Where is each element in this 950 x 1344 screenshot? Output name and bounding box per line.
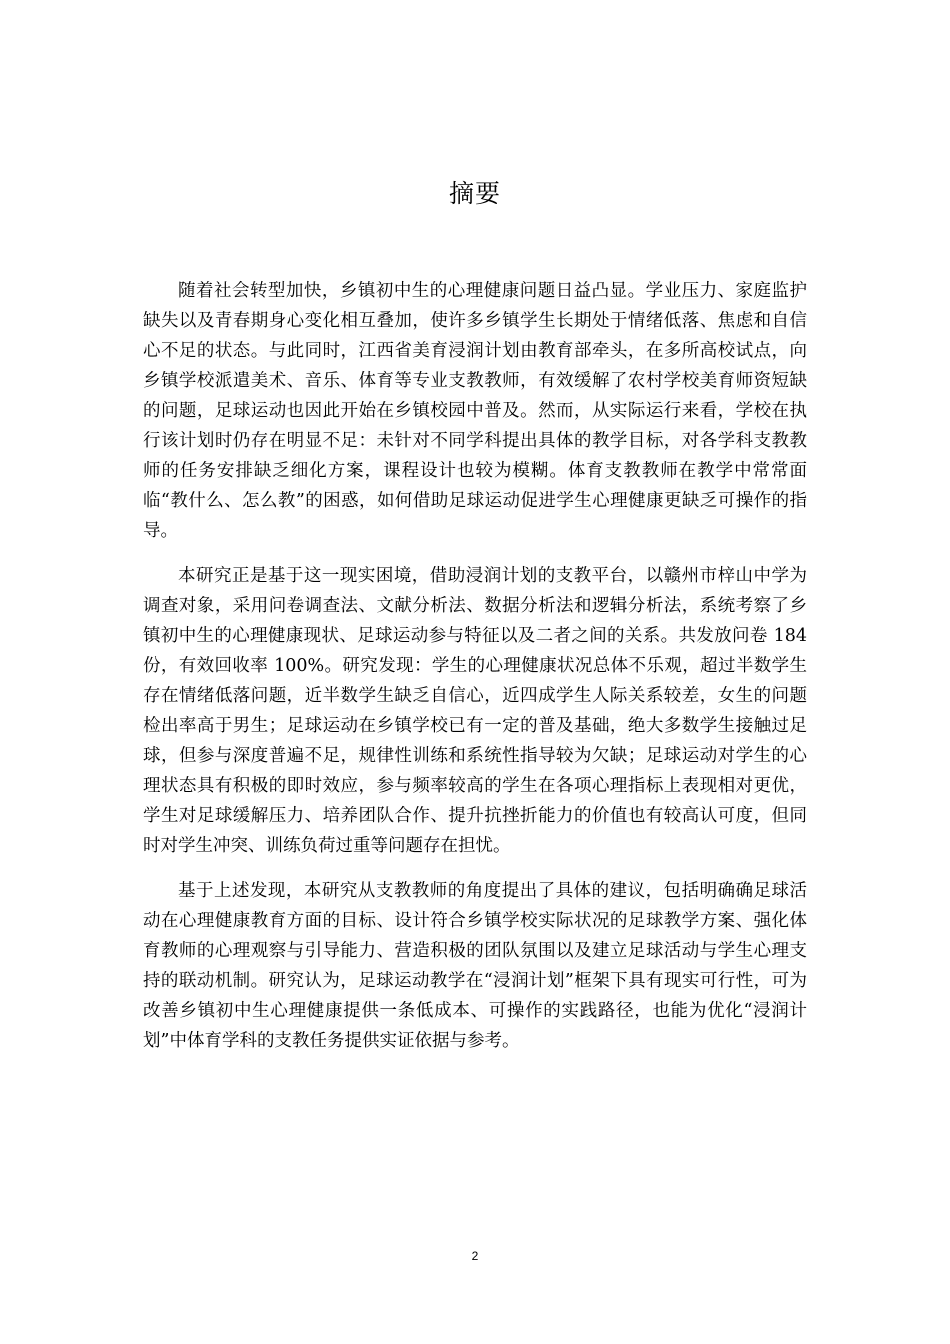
- page-title: 摘要: [448, 179, 501, 208]
- paragraph-3: 基于上述发现，本研究从支教教师的角度提出了具体的建议，包括明确确足球活动在心理健康教育方面的目标、设计符合乡镇学校实际状况的足球教学方案、强化体育教师的心理观察与引导能力、营造积极的团队氛围以及建立足球活动与学生心理支持的联动机制。研究认为，足球运动教学在“浸润计划”框架下具有现实可行性，可为改善乡镇初中生心理健康提供一条低成本、可操作的实践路径，也能为优化“浸润计划”中体育学科的支教任务提供实证依据与参考。: [143, 881, 807, 1051]
- page-number: 2: [471, 1249, 479, 1263]
- paragraph-2: 本研究正是基于这一现实困境，借助浸润计划的支教平台，以赣州市梓山中学为调查对象，采用问卷调查法、文献分析法、数据分析法和逻辑分析法，系统考察了乡镇初中生的心理健康现状、足球运动参与特征以及二者之间的关系。共发放问卷 184 份，有效回收率 100%。研究发现：学生的心理健康状况总体不乐观，超过半数学生存在情绪低落问题，近半数学生缺乏自信心，近四成学生人际关系较差，女生的问题检出率高于男生；足球运动在乡镇学校已有一定的普及基础，绝大多数学生接触过足球，但参与深度普遍不足，规律性训练和系统性指导较为欠缺；足球运动对学生的心理状态具有积极的即时效应，参与频率较高的学生在各项心理指标上表现相对更优，学生对足球缓解压力、培养团队合作、提升抗挫折能力的价值也有较高认可度，但同时对学生冲突、训练负荷过重等问题存在担忧。: [143, 566, 807, 856]
- abstract-body: [143, 276, 807, 1071]
- paragraph-1: 随着社会转型加快，乡镇初中生的心理健康问题日益凸显。学业压力、家庭监护缺失以及青春期身心变化相互叠加，使许多乡镇学生长期处于情绪低落、焦虑和自信心不足的状态。与此同时，江西省美育浸润计划由教育部牵头，在多所高校试点，向乡镇学校派遣美术、音乐、体育等专业支教教师，有效缓解了农村学校美育师资短缺的问题，足球运动也因此开始在乡镇校园中普及。然而，从实际运行来看，学校在执行该计划时仍存在明显不足：未针对不同学科提出具体的教学目标，对各学科支教教师的任务安排缺乏细化方案，课程设计也较为模糊。体育支教教师在教学中常常面临“教什么、怎么教”的困惑，如何借助足球运动促进学生心理健康更缺乏可操作的指导。: [143, 281, 807, 541]
